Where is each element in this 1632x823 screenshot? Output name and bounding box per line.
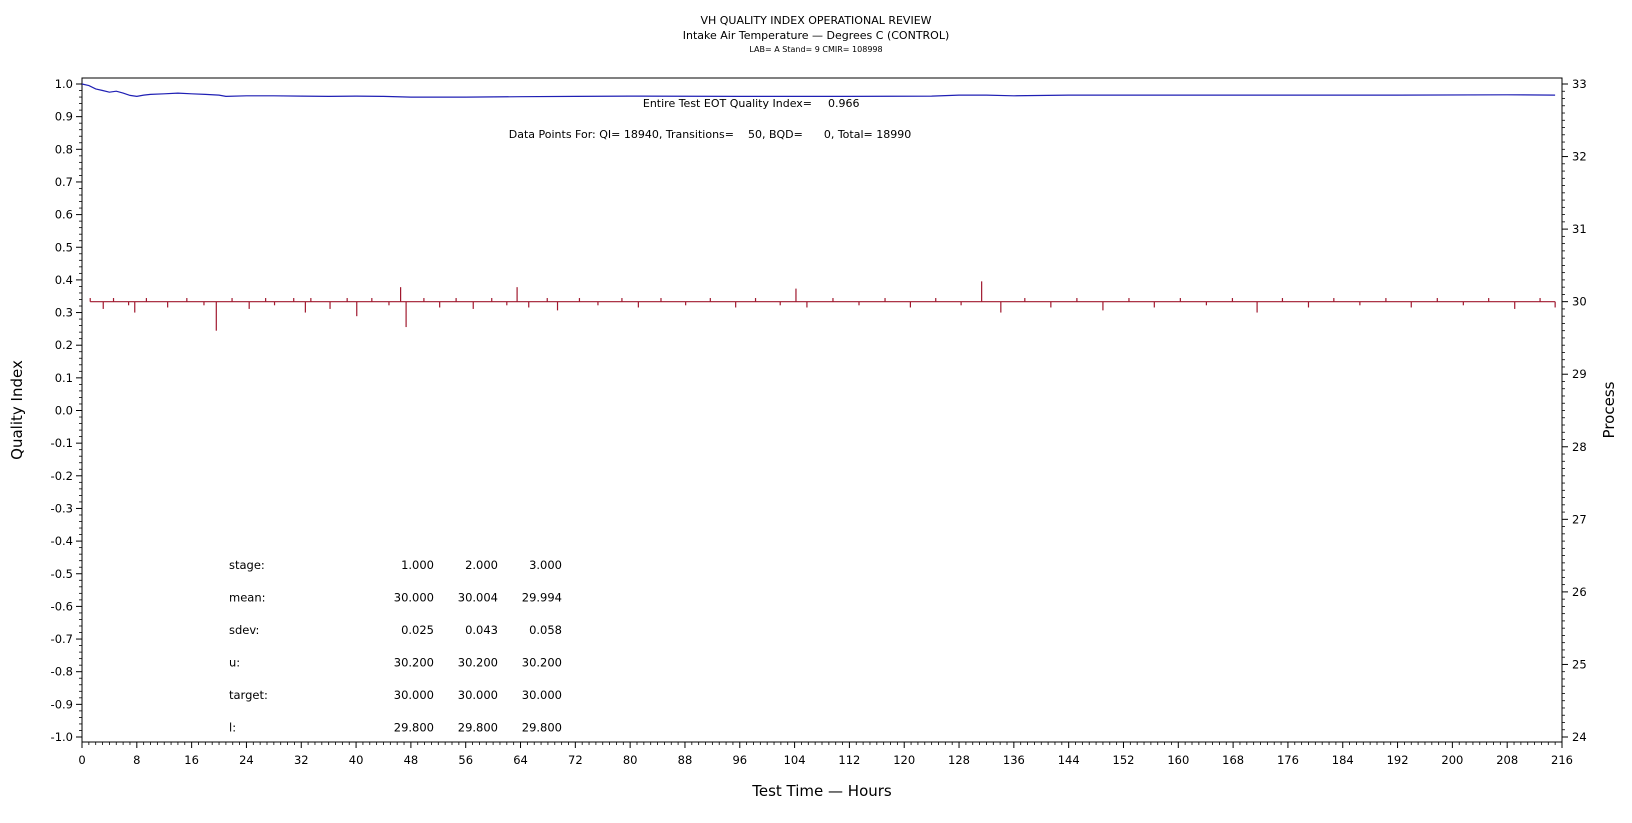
x-tick-label: 8 (133, 753, 141, 767)
plot-frame (82, 78, 1562, 742)
chart-titles (683, 14, 950, 54)
y-tick-label-right: 28 (1572, 439, 1587, 454)
eot-label: Entire Test EOT Quality Index= (642, 97, 812, 110)
x-tick-label: 112 (838, 753, 861, 767)
chart-subtitle-small: LAB= A Stand= 9 CMIR= 108998 (749, 45, 883, 54)
stats-value: 2.000 (465, 558, 498, 572)
stats-row-label: u: (229, 655, 241, 670)
left-axis (51, 77, 82, 744)
y-tick-label-right: 31 (1572, 222, 1587, 237)
x-tick-label: 72 (568, 753, 583, 767)
stats-value: 30.200 (457, 655, 498, 670)
y-tick-label-right: 24 (1572, 730, 1587, 744)
chart-title: VH QUALITY INDEX OPERATIONAL REVIEW (700, 14, 932, 27)
stats-row-label: l: (229, 720, 237, 735)
y-tick-label-right: 27 (1572, 512, 1587, 527)
chart-subtitle: Intake Air Temperature — Degrees C (CONTROL) (682, 29, 950, 42)
stats-value: 30.000 (457, 688, 498, 702)
y-axis-label-left: Quality Index (8, 360, 26, 460)
x-tick-label: 104 (783, 753, 806, 767)
eot-value: 0.966 (828, 97, 860, 110)
y-tick-label-left: 0.6 (54, 207, 73, 222)
x-tick-label: 160 (1167, 753, 1190, 767)
stats-value: 29.800 (521, 720, 562, 735)
y-tick-label-left: -1.0 (50, 730, 73, 744)
data-points-line: Data Points For: QI= 18940, Transitions= 50, BQD= 0, Total= 18990 (508, 128, 912, 141)
y-tick-label-left: 0.8 (54, 142, 73, 157)
x-axis (78, 742, 1573, 767)
y-tick-label-right: 26 (1572, 584, 1587, 599)
y-tick-label-left: -0.3 (50, 501, 73, 516)
x-tick-label: 80 (622, 753, 638, 767)
stats-value: 0.058 (529, 623, 562, 637)
x-tick-label: 176 (1276, 753, 1299, 767)
y-tick-label-right: 33 (1572, 77, 1587, 91)
x-tick-label: 0 (78, 753, 86, 767)
stats-value: 3.000 (529, 558, 562, 572)
x-tick-label: 192 (1386, 753, 1409, 767)
quality-index-series (82, 84, 1555, 97)
stats-value: 0.025 (401, 623, 434, 637)
y-tick-label-right: 32 (1572, 149, 1587, 164)
x-tick-label: 88 (677, 753, 693, 767)
annotations (509, 97, 911, 141)
quality-index-line (82, 84, 1555, 97)
right-axis (1562, 77, 1587, 744)
stats-value: 0.043 (465, 623, 498, 637)
stats-value: 30.004 (457, 590, 498, 605)
x-tick-label: 168 (1222, 753, 1245, 767)
y-tick-label-left: 0.1 (54, 370, 73, 385)
stats-value: 30.200 (521, 655, 562, 670)
y-tick-label-left: 0.5 (54, 240, 73, 255)
stats-row-label: mean: (229, 590, 266, 605)
y-tick-label-left: -0.1 (50, 436, 73, 451)
x-tick-label: 64 (513, 753, 528, 767)
x-tick-label: 128 (948, 753, 971, 767)
y-tick-label-left: -0.5 (50, 566, 73, 581)
y-tick-label-left: -0.4 (50, 534, 73, 549)
y-tick-label-left: 0.4 (54, 272, 73, 287)
x-tick-label: 40 (348, 753, 364, 767)
stats-value: 30.000 (393, 688, 434, 702)
y-tick-label-left: 0.2 (54, 338, 73, 353)
x-tick-label: 216 (1551, 753, 1573, 767)
stats-value: 29.800 (393, 720, 434, 735)
x-tick-label: 32 (293, 753, 309, 767)
x-tick-label: 144 (1057, 753, 1080, 767)
y-tick-label-left: 0.7 (54, 174, 73, 189)
x-tick-label: 48 (403, 753, 419, 767)
y-tick-label-right: 25 (1572, 657, 1587, 672)
stats-value: 30.000 (393, 590, 434, 605)
y-tick-label-right: 29 (1572, 367, 1587, 382)
x-axis-label: Test Time — Hours (752, 782, 892, 800)
x-tick-label: 16 (184, 753, 199, 767)
stats-row-label: sdev: (229, 623, 260, 637)
stats-table (229, 558, 562, 735)
x-tick-label: 200 (1441, 753, 1464, 767)
x-tick-label: 184 (1331, 753, 1354, 767)
y-tick-label-left: -0.6 (50, 599, 73, 614)
stats-value: 30.200 (393, 655, 434, 670)
x-tick-label: 56 (458, 753, 474, 767)
stats-value: 29.994 (521, 590, 562, 605)
y-tick-label-right: 30 (1572, 294, 1587, 309)
y-axis-label-right: Process (1600, 381, 1618, 439)
process-series (90, 281, 1555, 330)
stats-row-label: stage: (229, 558, 265, 572)
y-tick-label-left: 0.9 (54, 109, 73, 124)
x-tick-label: 152 (1112, 753, 1135, 767)
y-tick-label-left: -0.9 (50, 697, 73, 712)
y-tick-label-left: -0.2 (50, 468, 73, 483)
stats-value: 29.800 (457, 720, 498, 735)
y-tick-label-left: 1.0 (54, 77, 73, 91)
stats-value: 30.000 (521, 688, 562, 702)
x-tick-label: 208 (1496, 753, 1519, 767)
y-tick-label-left: 0.3 (54, 305, 73, 320)
y-tick-label-left: 0.0 (54, 403, 73, 418)
stats-value: 1.000 (401, 558, 434, 572)
x-tick-label: 96 (732, 753, 748, 767)
x-tick-label: 120 (893, 753, 916, 767)
x-tick-label: 136 (1002, 753, 1025, 767)
y-tick-label-left: -0.8 (50, 664, 73, 679)
y-tick-label-left: -0.7 (50, 632, 73, 647)
stats-row-label: target: (229, 688, 268, 702)
x-tick-label: 24 (239, 753, 254, 767)
